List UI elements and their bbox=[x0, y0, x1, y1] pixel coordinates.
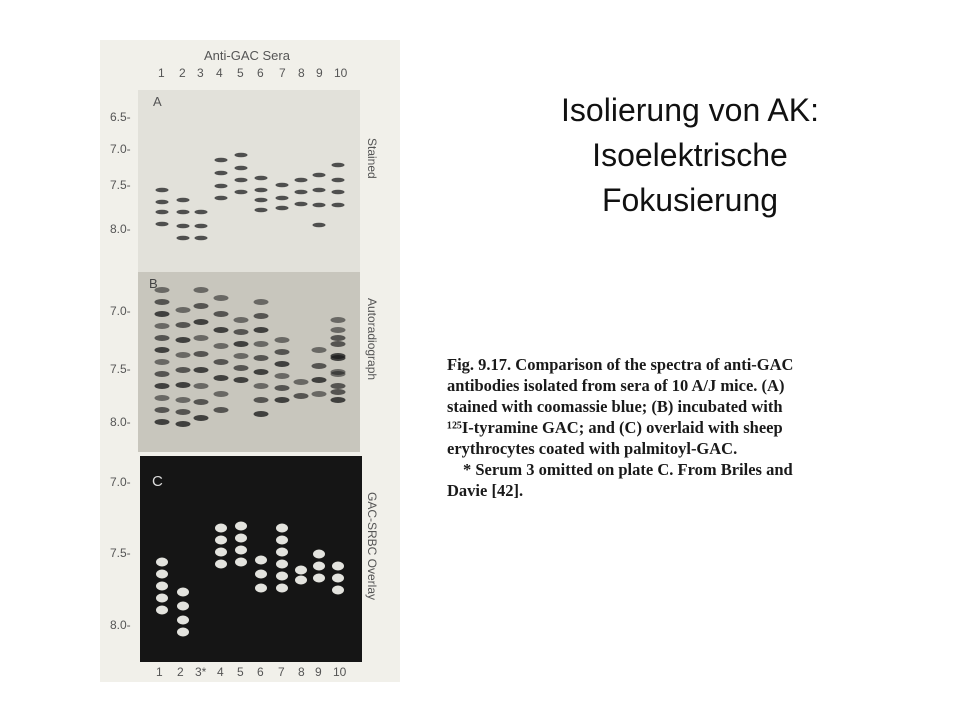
gel-band bbox=[331, 335, 346, 341]
gel-band bbox=[255, 198, 268, 203]
gel-band bbox=[275, 349, 290, 355]
gel-band bbox=[234, 341, 249, 347]
gel-band bbox=[235, 166, 248, 171]
gel-band bbox=[215, 548, 227, 557]
gel-band bbox=[177, 628, 189, 637]
gel-band bbox=[156, 570, 168, 579]
gel-band bbox=[331, 371, 346, 377]
gel-band bbox=[194, 303, 209, 309]
gel-band bbox=[276, 536, 288, 545]
panel-c-letter: C bbox=[152, 473, 163, 490]
lane-number: 3* bbox=[195, 665, 207, 679]
gel-band bbox=[215, 524, 227, 533]
gel-band bbox=[156, 558, 168, 567]
gel-band bbox=[176, 352, 191, 358]
gel-band bbox=[156, 188, 169, 193]
gel-band bbox=[332, 574, 344, 583]
gel-band bbox=[176, 322, 191, 328]
gel-band bbox=[234, 329, 249, 335]
gel-band bbox=[194, 335, 209, 341]
gel-band bbox=[215, 171, 228, 176]
gel-band bbox=[156, 582, 168, 591]
gel-band bbox=[194, 287, 209, 293]
lane-number: 8 bbox=[298, 665, 305, 679]
gel-band bbox=[313, 574, 325, 583]
gel-band bbox=[177, 210, 190, 215]
gel-band bbox=[156, 594, 168, 603]
gel-band bbox=[215, 158, 228, 163]
gel-band bbox=[312, 391, 327, 397]
gel-band bbox=[155, 359, 170, 365]
gel-band bbox=[254, 397, 269, 403]
gel-band bbox=[215, 184, 228, 189]
ph-tick: 8.0- bbox=[110, 618, 131, 632]
gel-band bbox=[255, 208, 268, 213]
lane-number: 7 bbox=[279, 66, 286, 80]
gel-band bbox=[332, 178, 345, 183]
gel-band bbox=[255, 188, 268, 193]
gel-band bbox=[235, 153, 248, 158]
figure-header: Anti-GAC Sera bbox=[204, 48, 290, 63]
gel-band bbox=[294, 393, 309, 399]
gel-band bbox=[255, 176, 268, 181]
gel-band bbox=[194, 399, 209, 405]
gel-band bbox=[176, 307, 191, 313]
gel-band bbox=[276, 584, 288, 593]
gel-band bbox=[215, 536, 227, 545]
gel-band bbox=[331, 397, 346, 403]
title-line-1: Isolierung von AK: bbox=[561, 92, 819, 128]
gel-band bbox=[294, 379, 309, 385]
lane-number: 4 bbox=[216, 66, 223, 80]
gel-band bbox=[331, 327, 346, 333]
gel-band bbox=[295, 190, 308, 195]
gel-band bbox=[195, 210, 208, 215]
gel-band bbox=[254, 411, 269, 417]
gel-band bbox=[313, 188, 326, 193]
gel-band bbox=[312, 363, 327, 369]
gel-band bbox=[312, 347, 327, 353]
gel-band bbox=[155, 371, 170, 377]
gel-band bbox=[234, 317, 249, 323]
lane-number: 6 bbox=[257, 665, 264, 679]
gel-band bbox=[214, 327, 229, 333]
gel-band bbox=[156, 210, 169, 215]
gel-band bbox=[254, 327, 269, 333]
gel-band bbox=[214, 375, 229, 381]
lane-number: 5 bbox=[237, 66, 244, 80]
gel-band bbox=[313, 223, 326, 228]
gel-band bbox=[214, 343, 229, 349]
lane-number: 10 bbox=[333, 665, 347, 679]
gel-band bbox=[177, 198, 190, 203]
gel-band bbox=[275, 361, 290, 367]
gel-band bbox=[331, 353, 346, 359]
caption-footnote-line: Davie [42]. bbox=[447, 481, 524, 500]
gel-band bbox=[275, 337, 290, 343]
gel-band bbox=[194, 367, 209, 373]
ph-tick: 6.5- bbox=[110, 110, 131, 124]
gel-band bbox=[312, 377, 327, 383]
gel-band bbox=[155, 407, 170, 413]
gel-band bbox=[215, 560, 227, 569]
gel-band bbox=[177, 616, 189, 625]
panel-a-letter: A bbox=[153, 94, 162, 109]
gel-band bbox=[156, 222, 169, 227]
gel-band bbox=[194, 351, 209, 357]
gel-figure-svg bbox=[100, 40, 400, 682]
gel-band bbox=[194, 319, 209, 325]
gel-band bbox=[155, 323, 170, 329]
gel-band bbox=[313, 550, 325, 559]
lane-number: 2 bbox=[179, 66, 186, 80]
caption-line: Fig. 9.17. Comparison of the spectra of anti-GAC bbox=[447, 355, 794, 374]
gel-band bbox=[176, 337, 191, 343]
gel-band bbox=[176, 421, 191, 427]
gel-band bbox=[176, 367, 191, 373]
gel-band bbox=[176, 382, 191, 388]
gel-band bbox=[332, 163, 345, 168]
gel-band bbox=[195, 236, 208, 241]
gel-band bbox=[255, 584, 267, 593]
gel-band bbox=[331, 341, 346, 347]
gel-band bbox=[214, 311, 229, 317]
gel-band bbox=[215, 196, 228, 201]
gel-band bbox=[155, 311, 170, 317]
gel-band bbox=[195, 224, 208, 229]
gel-band bbox=[276, 548, 288, 557]
gel-band bbox=[332, 190, 345, 195]
gel-band bbox=[176, 397, 191, 403]
gel-band bbox=[234, 377, 249, 383]
gel-band bbox=[156, 606, 168, 615]
gel-band bbox=[332, 562, 344, 571]
gel-band bbox=[235, 534, 247, 543]
ph-tick: 7.0- bbox=[110, 304, 131, 318]
gel-band bbox=[313, 562, 325, 571]
caption-line: antibodies isolated from sera of 10 A/J mice. (A) bbox=[447, 376, 785, 395]
lane-number: 9 bbox=[315, 665, 322, 679]
gel-band bbox=[276, 196, 289, 201]
gel-figure bbox=[100, 40, 400, 682]
gel-band bbox=[235, 522, 247, 531]
gel-band bbox=[332, 203, 345, 208]
gel-band bbox=[295, 566, 307, 575]
ph-tick: 7.0- bbox=[110, 475, 131, 489]
gel-band bbox=[194, 383, 209, 389]
lane-number: 9 bbox=[316, 66, 323, 80]
lane-number: 4 bbox=[217, 665, 224, 679]
gel-band bbox=[214, 359, 229, 365]
gel-band bbox=[255, 556, 267, 565]
caption-line: erythrocytes coated with palmitoyl-GAC. bbox=[447, 439, 738, 458]
panel-a-side-label: Stained bbox=[365, 138, 379, 179]
gel-band bbox=[235, 178, 248, 183]
lane-number: 8 bbox=[298, 66, 305, 80]
gel-band bbox=[276, 524, 288, 533]
gel-band bbox=[155, 347, 170, 353]
gel-band bbox=[177, 602, 189, 611]
gel-band bbox=[234, 365, 249, 371]
gel-band bbox=[276, 560, 288, 569]
gel-band bbox=[276, 572, 288, 581]
lane-number: 6 bbox=[257, 66, 264, 80]
gel-band bbox=[331, 389, 346, 395]
gel-band bbox=[313, 203, 326, 208]
gel-band bbox=[214, 295, 229, 301]
gel-band bbox=[276, 206, 289, 211]
lane-number: 5 bbox=[237, 665, 244, 679]
gel-band bbox=[295, 202, 308, 207]
title-line-2: Isoelektrische bbox=[592, 137, 788, 173]
ph-tick: 7.5- bbox=[110, 546, 131, 560]
gel-band bbox=[155, 395, 170, 401]
gel-band bbox=[254, 383, 269, 389]
panel-b-letter: B bbox=[149, 276, 158, 291]
panel-c-side-label: GAC-SRBC Overlay bbox=[365, 492, 379, 601]
panel-b-gel bbox=[138, 272, 360, 452]
lane-number: 10 bbox=[334, 66, 348, 80]
caption-line: stained with coomassie blue; (B) incubated with bbox=[447, 397, 783, 416]
gel-band bbox=[254, 313, 269, 319]
gel-band bbox=[255, 570, 267, 579]
slide-title bbox=[470, 88, 910, 223]
lane-number: 1 bbox=[158, 66, 165, 80]
gel-band bbox=[235, 190, 248, 195]
ph-tick: 8.0- bbox=[110, 222, 131, 236]
panel-a-gel bbox=[138, 90, 360, 300]
gel-band bbox=[155, 335, 170, 341]
gel-band bbox=[177, 236, 190, 241]
gel-band bbox=[254, 369, 269, 375]
gel-band bbox=[155, 383, 170, 389]
title-line-3: Fokusierung bbox=[601, 182, 779, 218]
gel-band bbox=[214, 407, 229, 413]
gel-band bbox=[295, 178, 308, 183]
gel-band bbox=[177, 224, 190, 229]
panel-b-side-label: Autoradiograph bbox=[365, 298, 379, 381]
caption-line: ¹²⁵I-tyramine GAC; and (C) overlaid with sheep bbox=[447, 418, 783, 437]
ph-tick: 8.0- bbox=[110, 415, 131, 429]
ph-tick: 7.5- bbox=[110, 178, 131, 192]
lane-number: 2 bbox=[177, 665, 184, 679]
lane-number: 3 bbox=[197, 66, 204, 80]
panel-c-gel bbox=[140, 456, 362, 662]
gel-band bbox=[235, 558, 247, 567]
gel-band bbox=[275, 397, 290, 403]
ph-tick: 7.5- bbox=[110, 362, 131, 376]
gel-band bbox=[332, 586, 344, 595]
gel-band bbox=[177, 588, 189, 597]
gel-band bbox=[276, 183, 289, 188]
gel-band bbox=[254, 341, 269, 347]
lane-number: 7 bbox=[278, 665, 285, 679]
gel-band bbox=[234, 353, 249, 359]
gel-band bbox=[254, 355, 269, 361]
figure-caption bbox=[447, 354, 887, 501]
gel-band bbox=[275, 373, 290, 379]
gel-band bbox=[331, 317, 346, 323]
ph-tick: 7.0- bbox=[110, 142, 131, 156]
gel-band bbox=[176, 409, 191, 415]
gel-band bbox=[155, 299, 170, 305]
gel-band bbox=[295, 576, 307, 585]
gel-band bbox=[156, 200, 169, 205]
gel-band bbox=[155, 419, 170, 425]
gel-band bbox=[254, 299, 269, 305]
gel-band bbox=[194, 415, 209, 421]
gel-band bbox=[214, 391, 229, 397]
gel-band bbox=[235, 546, 247, 555]
gel-band bbox=[331, 383, 346, 389]
caption-footnote-line: * Serum 3 omitted on plate C. From Briles and bbox=[463, 460, 793, 479]
gel-band bbox=[313, 173, 326, 178]
lane-number: 1 bbox=[156, 665, 163, 679]
gel-band bbox=[275, 385, 290, 391]
